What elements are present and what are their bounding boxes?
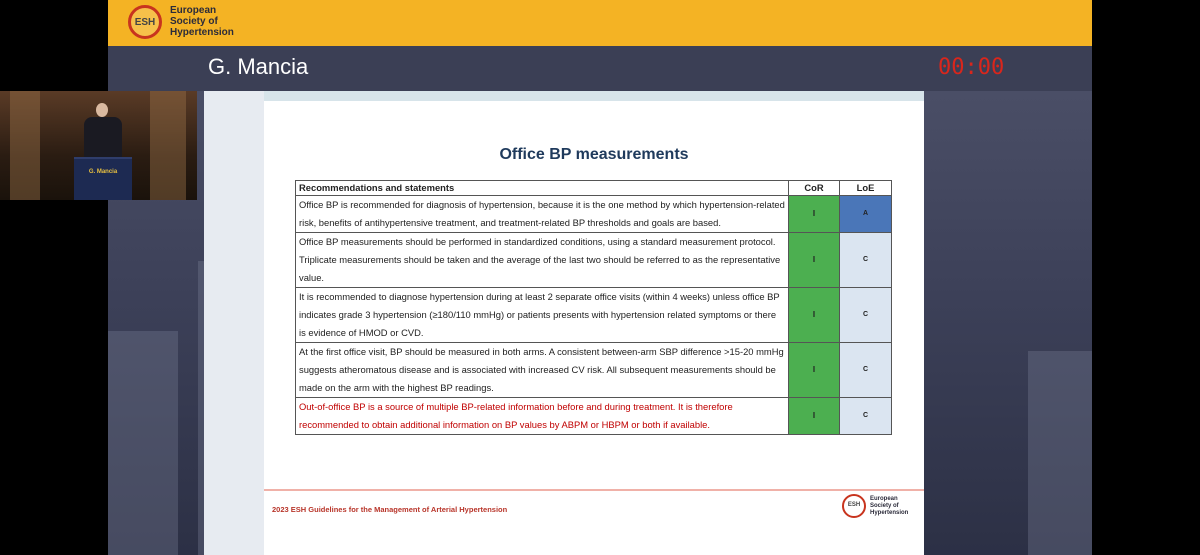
- city-silhouette: [1028, 351, 1092, 555]
- video-backdrop: [10, 91, 40, 200]
- slide-title: Office BP measurements: [499, 146, 689, 163]
- timer: 00:00: [938, 55, 1005, 80]
- table-row: [296, 398, 892, 435]
- cor-cell: I: [789, 343, 840, 398]
- org-name: European Society of Hypertension: [170, 5, 234, 38]
- header-recommendations: Recommendations and statements: [296, 181, 789, 196]
- esh-logo: ESH: [842, 494, 866, 518]
- table-row: [296, 343, 892, 398]
- table-header-row: [296, 181, 892, 196]
- table-row: [296, 196, 892, 233]
- cor-cell: I: [789, 196, 840, 233]
- recommendations-table: [295, 180, 892, 435]
- table-row: [296, 288, 892, 343]
- recommendation-text: At the first office visit, BP should be measured in both arms. A consistent between-arm SBP difference >15-20 mmHg suggests atheromatous disease and is associated with increased CV risk. All subsequent measurements should be made on the arm with the highest BP readings.: [296, 343, 789, 398]
- table-row: [296, 233, 892, 288]
- speaker-figure: [96, 103, 108, 117]
- speaker-video: [0, 91, 197, 200]
- recommendation-text: Office BP is recommended for diagnosis of hypertension, because it is the one method by which hypertension-related risk, benefits of antihypertensive treatment, and treatment-related BP thresholds and goals are based.: [296, 196, 789, 233]
- loe-cell: C: [840, 288, 892, 343]
- city-silhouette: [108, 331, 178, 555]
- speaker-figure: [84, 117, 122, 159]
- cor-cell: I: [789, 288, 840, 343]
- org-name: European Society of Hypertension: [870, 496, 909, 516]
- footer-divider: [264, 489, 924, 491]
- header-cor: CoR: [789, 181, 840, 196]
- video-backdrop: [150, 91, 186, 200]
- loe-cell: C: [840, 343, 892, 398]
- loe-cell: A: [840, 196, 892, 233]
- recommendation-text: Out-of-office BP is a source of multiple BP-related information before and during treatment. It is therefore recommended to obtain additional information on BP values by ABPM or HBPM or both if available.: [296, 398, 789, 435]
- podium: [74, 157, 132, 200]
- header-bar: [108, 0, 1092, 46]
- cor-cell: I: [789, 398, 840, 435]
- presentation-slide: [264, 91, 924, 555]
- speaker-bar: [108, 46, 1092, 91]
- header-loe: LoE: [840, 181, 892, 196]
- loe-cell: C: [840, 233, 892, 288]
- esh-logo: ESH: [128, 5, 162, 39]
- podium-label: G. Mancia: [88, 169, 118, 175]
- slide-top-band: [264, 91, 924, 101]
- recommendation-text: It is recommended to diagnose hypertension during at least 2 separate office visits (within 4 weeks) unless office BP indicates grade 3 hypertension (≥180/110 mmHg) or patients presents with hypertension related symptoms or there is evidence of HMOD or CVD.: [296, 288, 789, 343]
- guideline-caption: 2023 ESH Guidelines for the Management of Arterial Hypertension: [272, 505, 508, 514]
- speaker-name: G. Mancia: [208, 54, 309, 79]
- loe-cell: C: [840, 398, 892, 435]
- recommendation-text: Office BP measurements should be performed in standardized conditions, using a standard measurement protocol. Triplicate measurements should be taken and the average of the last two should be referred to as the representative value.: [296, 233, 789, 288]
- cor-cell: I: [789, 233, 840, 288]
